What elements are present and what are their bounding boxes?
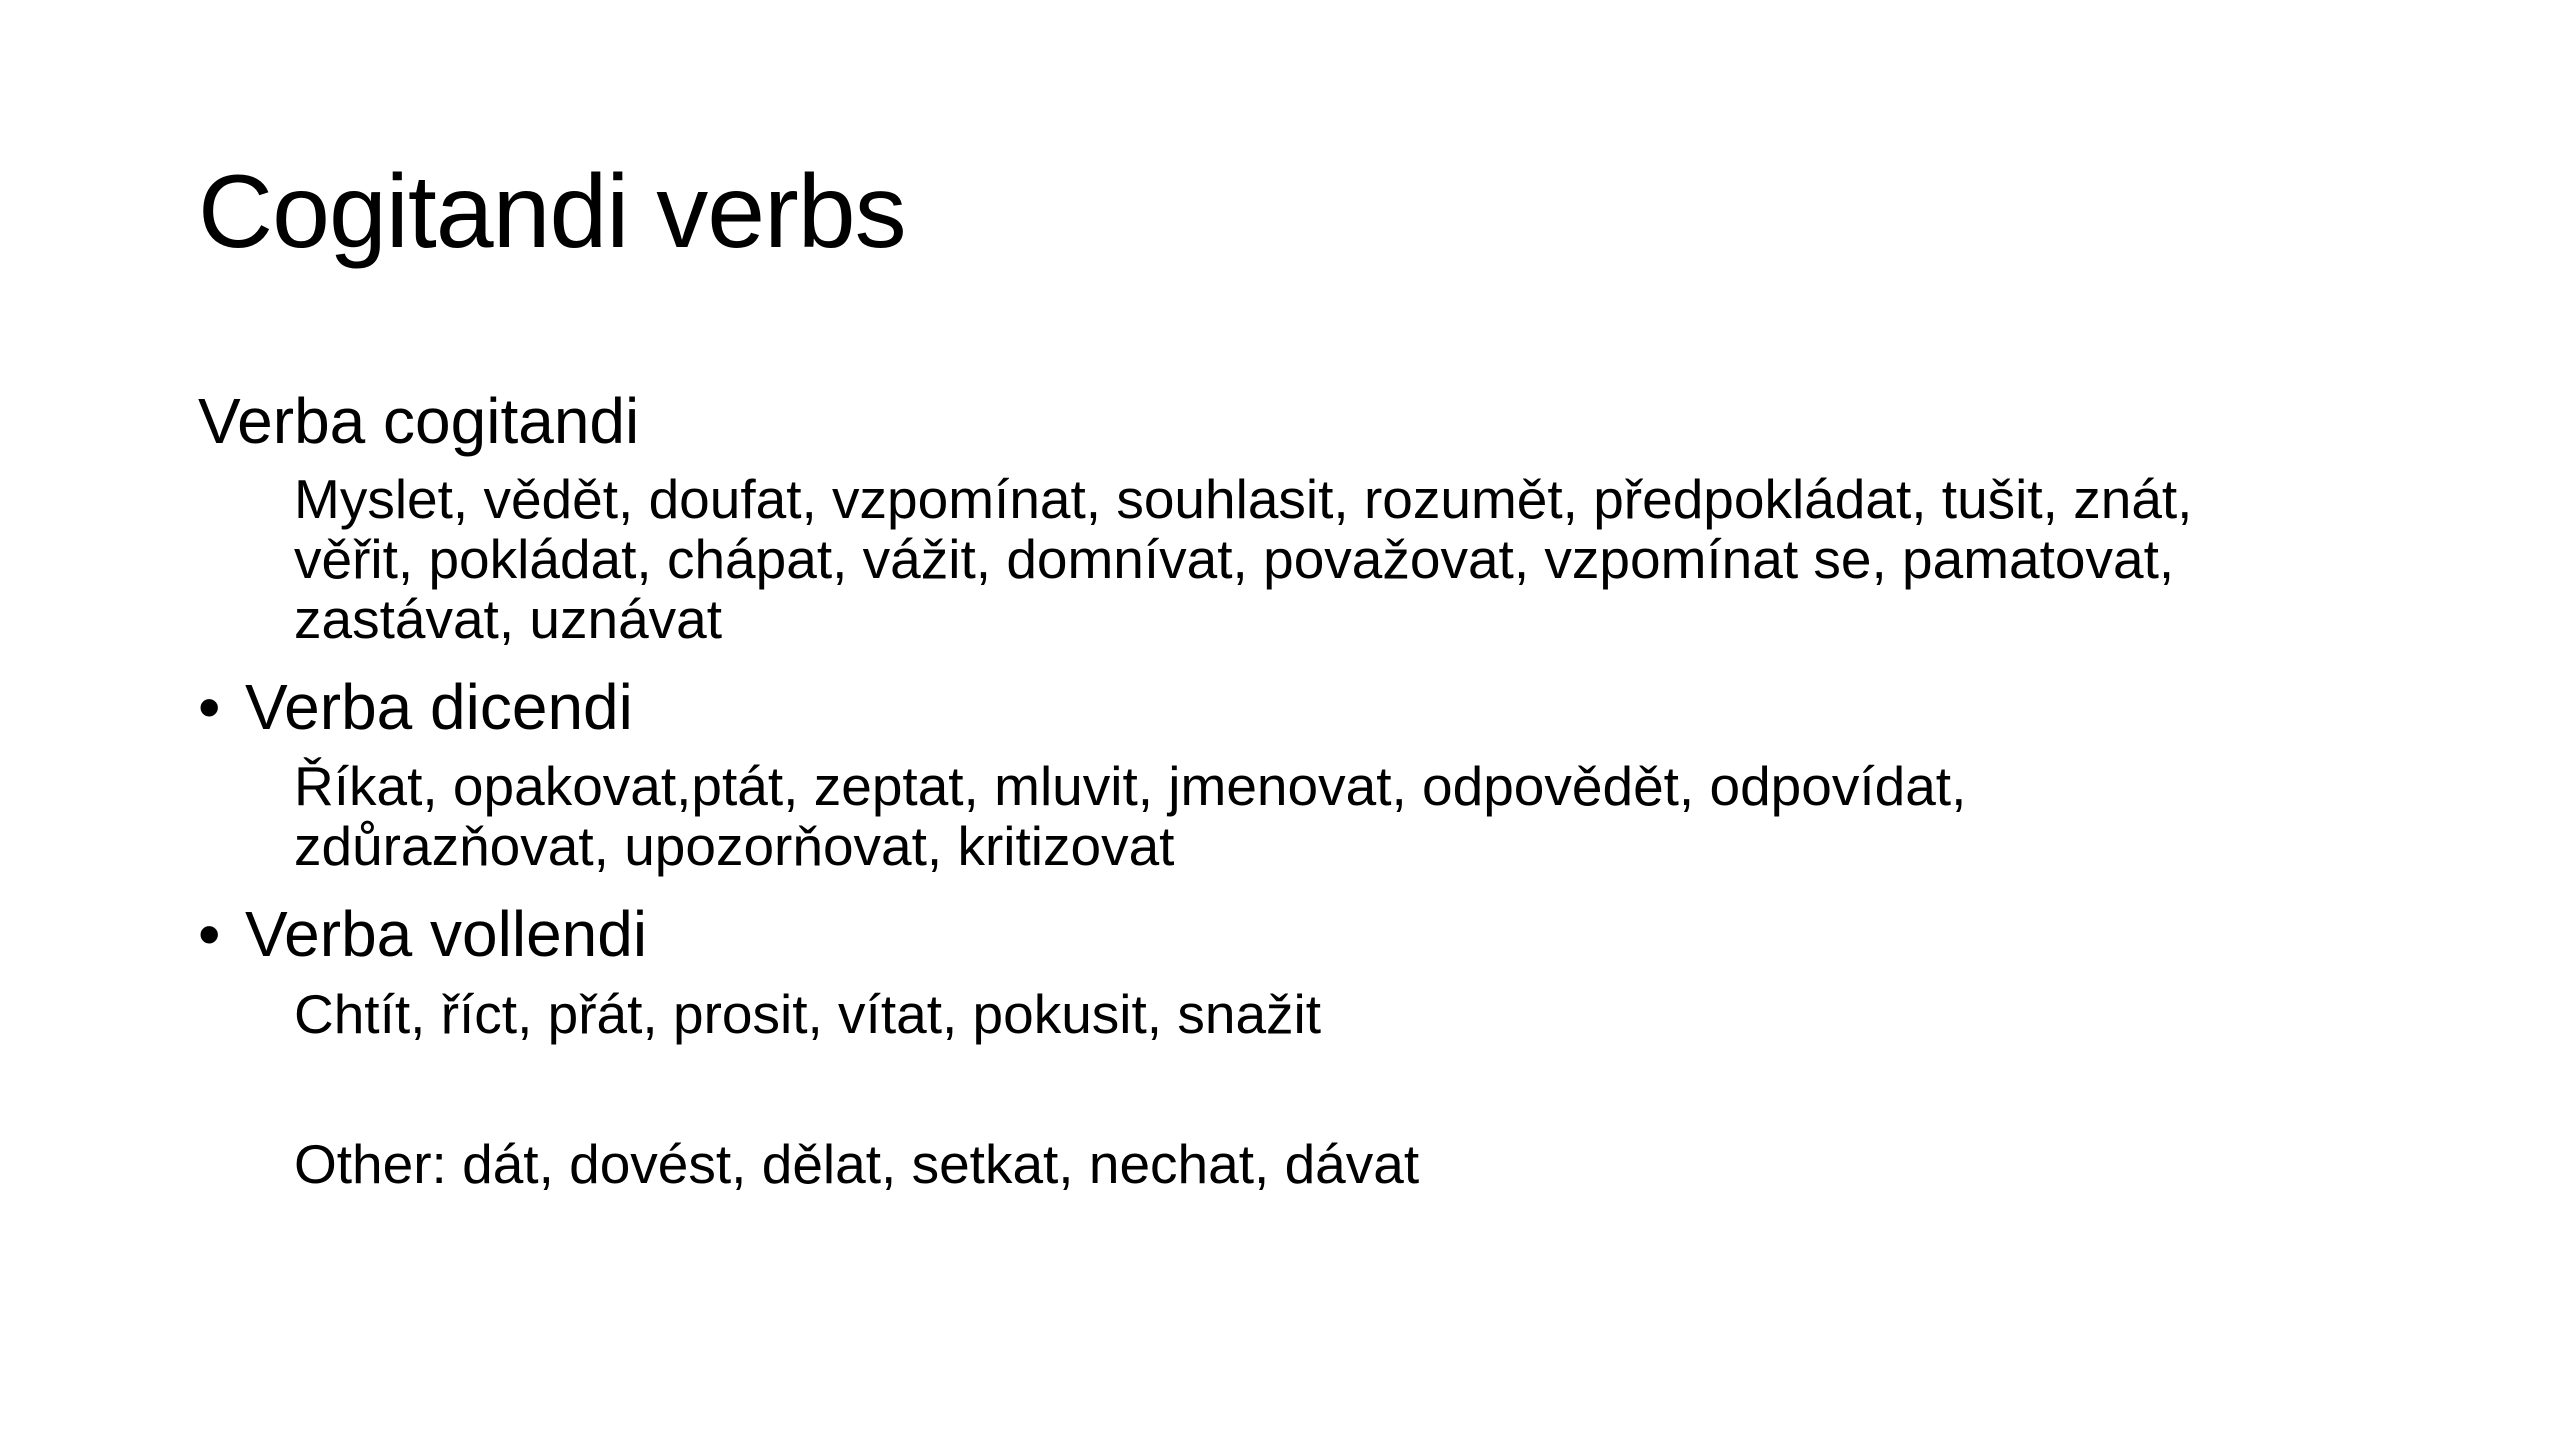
verb-list <box>198 469 2398 649</box>
section-verba-dicendi <box>198 671 2398 877</box>
verb-list <box>198 984 2398 1044</box>
section-heading: Verba dicendi <box>245 670 633 743</box>
section-heading: Verba cogitandi <box>198 385 640 457</box>
verb-list-line: věřit, pokládat, chápat, vážit, domnívat, považovat, vzpomínat se, pamatovat, <box>294 527 2175 590</box>
verb-list-line: Chtít, říct, přát, prosit, vítat, pokusit, snažit <box>294 982 1322 1045</box>
slide-content <box>198 385 2398 1194</box>
other-verbs: Other: dát, dovést, dělat, setkat, nechat, dávat <box>294 1132 1420 1195</box>
bullet-icon: • <box>198 670 221 743</box>
verb-list-line: Říkat, opakovat,ptát, zeptat, mluvit, jmenovat, odpovědět, odpovídat, <box>294 755 1967 818</box>
verb-list-line: zdůrazňovat, upozorňovat, kritizovat <box>294 815 1175 878</box>
verb-list <box>198 756 2398 876</box>
section-heading-row <box>198 898 2398 972</box>
section-verba-cogitandi <box>198 385 2398 649</box>
slide-title: Cogitandi verbs <box>198 154 906 270</box>
verb-list-line: Myslet, vědět, doufat, vzpomínat, souhlasit, rozumět, předpokládat, tušit, znát, <box>294 467 2193 530</box>
bullet-icon: • <box>198 898 221 971</box>
section-heading-row <box>198 671 2398 745</box>
section-verba-vollendi <box>198 898 2398 1044</box>
verb-list-line: zastávat, uznávat <box>294 587 723 650</box>
section-heading: Verba vollendi <box>245 898 648 971</box>
